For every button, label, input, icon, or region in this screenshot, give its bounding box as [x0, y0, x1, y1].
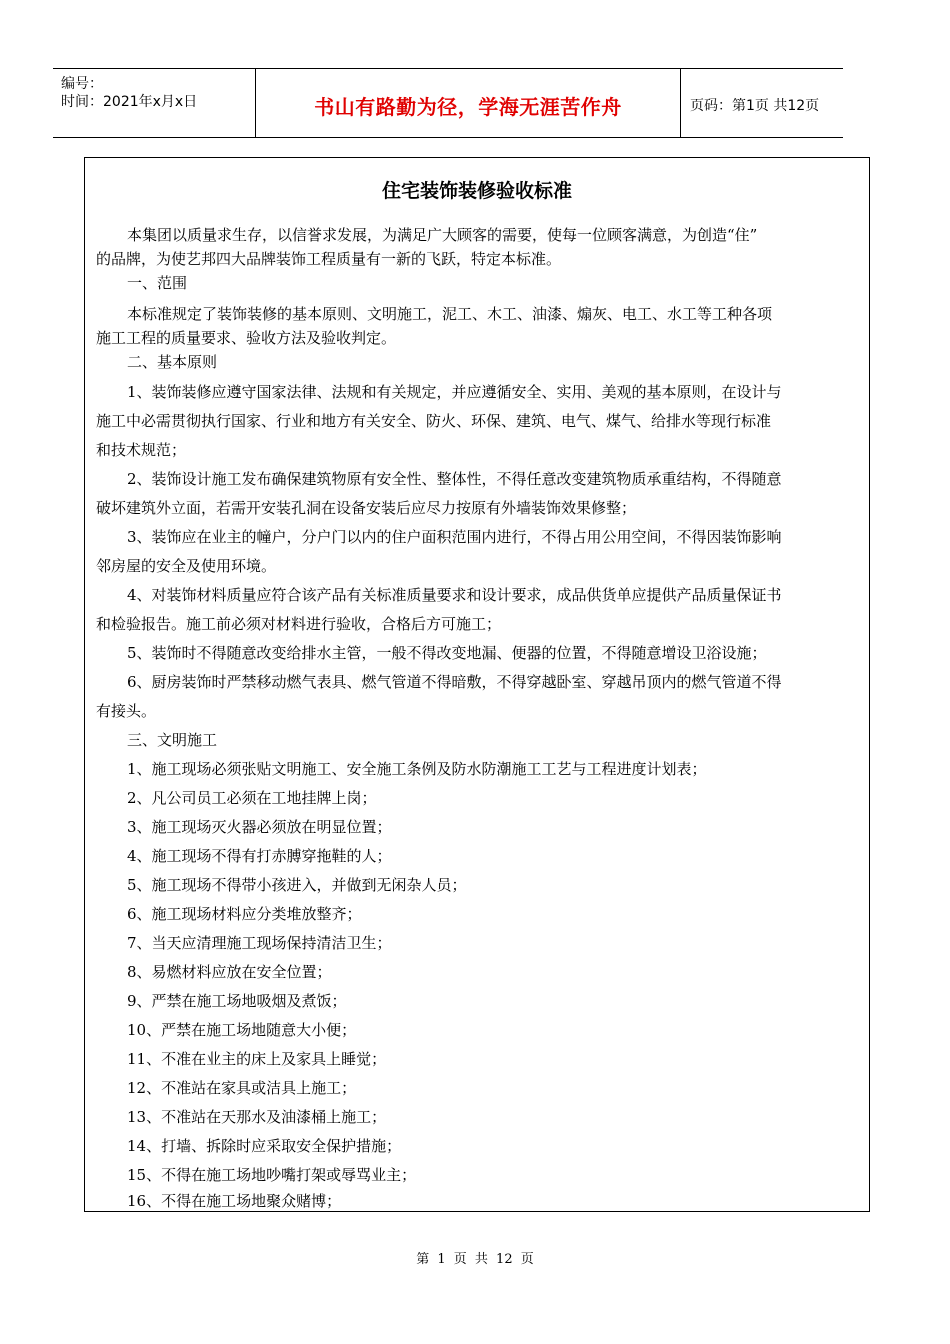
header-page-cell [681, 69, 843, 137]
scope-line-1: 本标准规定了装饰装修的基本原则、文明施工，泥工、木工、油漆、煽灰、电工、水工等工种各项 [127, 305, 773, 323]
principle-5: 5、装饰时不得随意改变给排水主管，一般不得改变地漏、便器的位置，不得随意增设卫浴设施； [127, 644, 767, 662]
rule-7: 7、当天应清理施工现场保持清洁卫生； [127, 934, 392, 952]
section-heading-principles: 二、基本原则 [127, 353, 218, 371]
rule-2: 2、凡公司员工必须在工地挂牌上岗； [127, 789, 377, 807]
document-body [84, 157, 870, 1212]
scope-line-2: 施工工程的质量要求、验收方法及验收判定。 [96, 329, 397, 347]
header-info-cell [53, 69, 256, 137]
rule-12: 12、不准站在家具或洁具上施工； [127, 1079, 357, 1097]
rule-1: 1、施工现场必须张贴文明施工、安全施工条例及防水防潮施工工艺与工程进度计划表； [127, 760, 707, 778]
principle-3-line-2: 邻房屋的安全及使用环境。 [96, 557, 277, 575]
header-motto: 书山有路勤为径，学海无涯苦作舟 [314, 95, 622, 119]
principle-2-line-1: 2、装饰设计施工发布确保建筑物原有安全性、整体性，不得任意改变建筑物质承重结构，不得随意 [127, 470, 782, 488]
rule-15: 15、不得在施工场地吵嘴打架或辱骂业主； [127, 1166, 417, 1184]
principle-6-line-2: 有接头。 [96, 702, 157, 720]
header-page-info: 页码：第1页 共12页 [690, 98, 820, 114]
rule-10: 10、严禁在施工场地随意大小便； [127, 1021, 357, 1039]
section-heading-civilized: 三、文明施工 [127, 731, 218, 749]
intro-line-1: 本集团以质量求生存，以信誉求发展，为满足广大顾客的需要，使每一位顾客满意，为创造“住” [127, 226, 758, 244]
rule-13: 13、不准站在天那水及油漆桶上施工； [127, 1108, 387, 1126]
page-footer: 第 1 页 共 12 页 [416, 1252, 534, 1267]
rule-9: 9、严禁在施工场地吸烟及煮饭； [127, 992, 347, 1010]
document-date: 时间：2021年x月x日 [61, 94, 198, 110]
rule-11: 11、不准在业主的床上及家具上睡觉； [127, 1050, 387, 1068]
rule-3: 3、施工现场灭火器必须放在明显位置； [127, 818, 392, 836]
header-motto-cell [256, 69, 681, 137]
rule-5: 5、施工现场不得带小孩进入，并做到无闲杂人员； [127, 876, 467, 894]
section-heading-scope: 一、范围 [127, 274, 188, 292]
page-header [53, 68, 843, 138]
principle-4-line-1: 4、对装饰材料质量应符合该产品有关标准质量要求和设计要求，成品供货单应提供产品质量保证书 [127, 586, 782, 604]
rule-6: 6、施工现场材料应分类堆放整齐； [127, 905, 362, 923]
intro-line-2: 的品牌，为使艺邦四大品牌装饰工程质量有一新的飞跃，特定本标准。 [96, 250, 562, 268]
principle-1-line-2: 施工中必需贯彻执行国家、行业和地方有关安全、防火、环保、建筑、电气、煤气、给排水等现行标准 [96, 412, 772, 430]
rule-8: 8、易燃材料应放在安全位置； [127, 963, 332, 981]
rule-4: 4、施工现场不得有打赤膊穿拖鞋的人； [127, 847, 392, 865]
rule-14: 14、打墙、拆除时应采取安全保护措施； [127, 1137, 402, 1155]
principle-1-line-1: 1、装饰装修应遵守国家法律、法规和有关规定，并应遵循安全、实用、美观的基本原则，在设计与 [127, 383, 782, 401]
principle-6-line-1: 6、厨房装饰时严禁移动燃气表具、燃气管道不得暗敷，不得穿越卧室、穿越吊顶内的燃气管道不得 [127, 673, 782, 691]
document-number-label: 编号： [61, 76, 103, 92]
rule-16: 16、不得在施工场地聚众赌博； [127, 1192, 342, 1210]
document-title: 住宅装饰装修验收标准 [381, 180, 572, 202]
principle-3-line-1: 3、装饰应在业主的幢户，分户门以内的住户面积范围内进行，不得占用公用空间，不得因装饰影响 [127, 528, 782, 546]
principle-1-line-3: 和技术规范； [96, 441, 187, 459]
principle-2-line-2: 破坏建筑外立面，若需开安装孔洞在设备安装后应尽力按原有外墙装饰效果修整； [96, 499, 637, 517]
principle-4-line-2: 和检验报告。施工前必须对材料进行验收，合格后方可施工； [96, 615, 502, 633]
